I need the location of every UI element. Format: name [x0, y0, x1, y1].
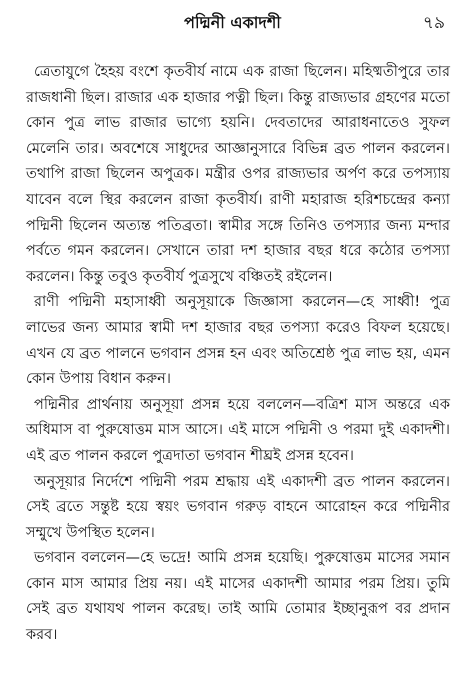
paragraph: রাণী পদ্মিনী মহাসাধ্বী অনুসূয়াকে জিজ্ঞাসা করলেন—হে সাধ্বী! পুত্র লাভের জন্য আমার স্বামী দশ হাজার বছর তপস্যা করেও বিফল হয়েছে। এখন যে ব্রত পালনে ভগবান প্রসন্ন হন এবং অতিশ্রেষ্ঠ পুত্র লাভ হয়, এমন কোন উপায় বিধান করুন। — [26, 294, 450, 388]
page-number: ৭৯ — [422, 13, 445, 33]
chapter-title: পদ্মিনী একাদশী — [184, 13, 281, 32]
page-header — [0, 8, 465, 38]
paragraph: অনুসূয়ার নির্দেশে পদ্মিনী পরম শ্রদ্ধায় এই একাদশী ব্রত পালন করলেন। সেই ব্রতে সন্তুষ্ট হয়ে স্বয়ং ভগবান গরুড় বাহনে আরোহন করে পদ্মিনীর সম্মুখে উপস্থিত হলেন। — [26, 473, 450, 541]
body-text — [26, 60, 450, 649]
paragraph: ত্রেতাযুগে হৈহয় বংশে কৃতবীর্য নামে এক রাজা ছিলেন। মহিষ্মতীপুরে তার রাজধানী ছিল। রাজার এক হাজার পত্নী ছিল। কিন্তু রাজ্যভার গ্রহণের মতো কোন পুত্র লাভ রাজার ভাগ্যে হয়নি। দেবতাদের আরাধনাতেও সুফল মেলেনি তার। অবশেষে সাধুদের আজ্ঞানুসারে বিভিন্ন ব্রত পালন করলেন। তথাপি রাজা ছিলেন অপুত্রক। মন্ত্রীর ওপর রাজ্যভার অর্পণ করে তপস্যায় যাবেন বলে স্থির করলেন রাজা কৃতবীর্য। রাণী মহারাজ হরিশচন্দ্রের কন্যা পদ্মিনী ছিলেন অত্যন্ত পতিব্রতা। স্বামীর সঙ্গে তিনিও তপস্যার জন্য মন্দার পর্বতে গমন করলেন। সেখানে তারা দশ হাজার বছর ধরে কঠোর তপস্যা করলেন। কিন্তু তবুও কৃতবীর্য পুত্রসুখে বঞ্চিতই রইলেন। — [26, 64, 450, 285]
paragraph: পদ্মিনীর প্রার্থনায় অনুসূয়া প্রসন্ন হয়ে বললেন—বত্রিশ মাস অন্তরে এক অধিমাস বা পুরুষোত্তম মাস আসে। এই মাসে পদ্মিনী ও পরমা দুই একাদশী। এই ব্রত পালন করলে পুত্রদাতা ভগবান শীঘ্রই প্রসন্ন হবেন। — [26, 396, 450, 464]
paragraph: ভগবান বললেন—হে ভদ্রে! আমি প্রসন্ন হয়েছি। পুরুষোত্তম মাসের সমান কোন মাস আমার প্রিয় নয়। এই মাসের একাদশী আমার পরম প্রিয়। তুমি সেই ব্রত যথাযথ পালন করেছ। তাই আমি তোমার ইচ্ছানুরূপ বর প্রদান করব। — [26, 550, 450, 644]
